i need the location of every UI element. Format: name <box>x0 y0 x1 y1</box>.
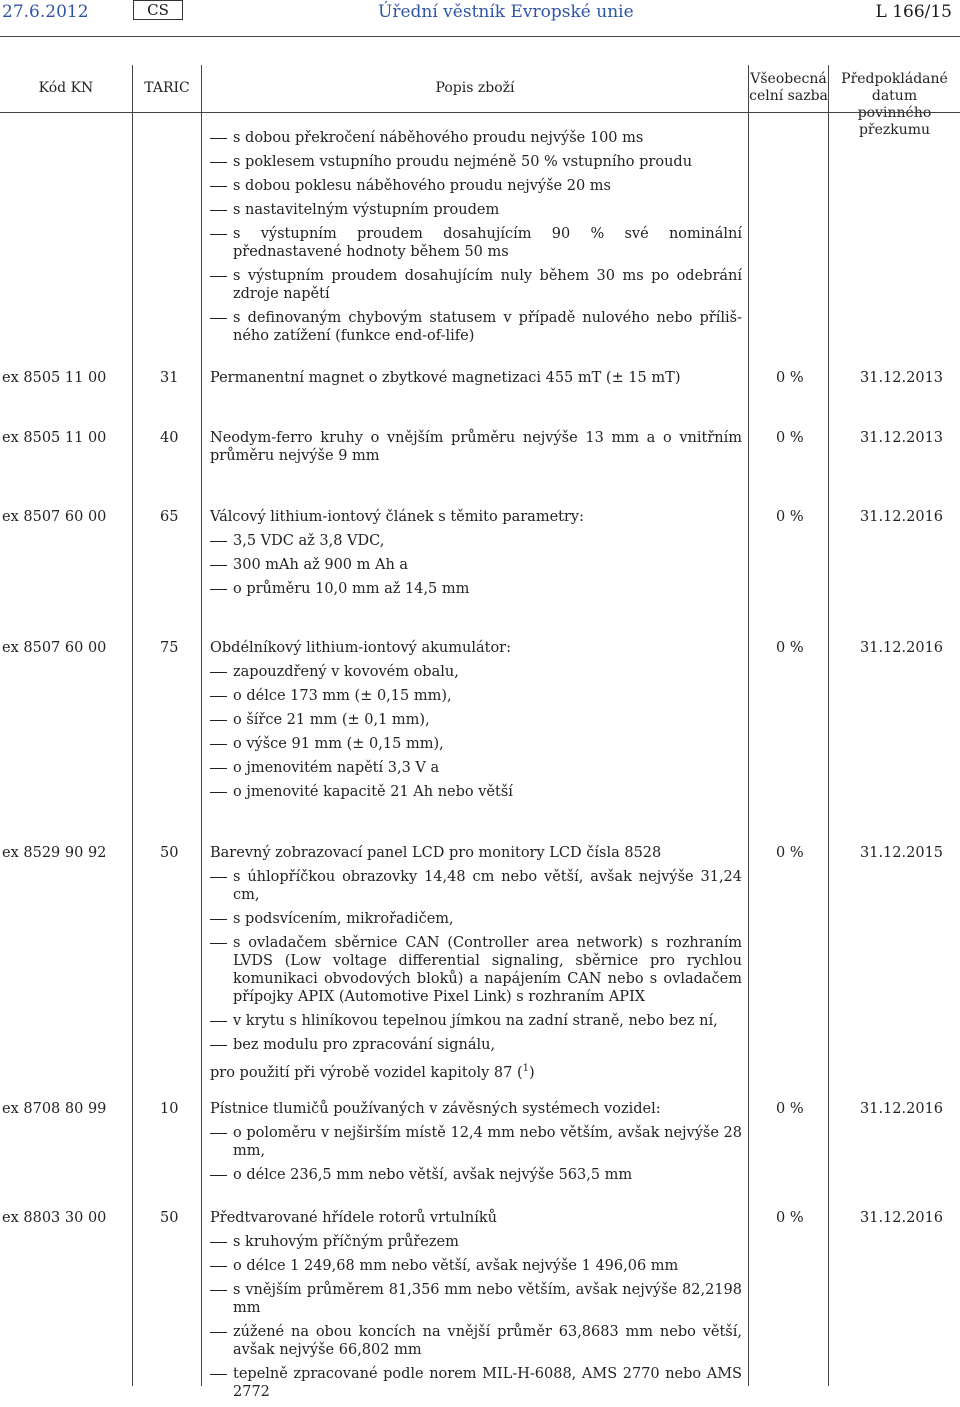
dash-marker <box>210 225 233 261</box>
cn-code: ex 8507 60 00 <box>2 640 107 656</box>
dash-marker <box>210 1323 233 1359</box>
dash-item-text: v krytu s hliníkovou tepelnou jímkou na zadní straně, nebo bez ní, <box>233 1013 718 1029</box>
dash-marker <box>210 1233 233 1251</box>
dash-item-text: 300 mAh až 900 m Ah a <box>233 557 409 573</box>
row-description <box>210 1100 742 1190</box>
dash-item <box>210 759 742 777</box>
cn-code: ex 8507 60 00 <box>2 509 107 525</box>
dash-item <box>210 1323 742 1359</box>
dash-item-text: s kruhovým příčným průřezem <box>233 1234 459 1250</box>
review-date: 31.12.2016 <box>860 1101 944 1117</box>
dash-item: s výstupním proudem dosahujícím nuly během 30 ms po odebrání zdroje napětí <box>210 267 742 303</box>
page-number: L 166/15 <box>875 2 952 22</box>
col-header-review-line1: Předpokládané datum <box>841 71 948 104</box>
duty-rate: 0 % <box>776 845 804 861</box>
duty-rate: 0 % <box>776 1210 804 1226</box>
dash-marker <box>210 711 233 729</box>
dash-marker <box>210 1166 233 1184</box>
dash-marker <box>210 309 233 345</box>
dash-item: s dobou překročení náběhového proudu nejvýše 100 ms <box>210 129 742 147</box>
taric-code: 50 <box>160 1210 179 1226</box>
dash-item <box>210 687 742 705</box>
dash-marker <box>210 556 233 574</box>
dash-marker <box>210 663 233 681</box>
continuation-description <box>210 129 742 351</box>
column-divider <box>201 65 202 1386</box>
dash-marker <box>210 783 233 801</box>
taric-code: 10 <box>160 1101 179 1117</box>
description-intro: Neodym-ferro kruhy o vnějším průměru nejvýše 13 mm a o vnitřním průměru nejvýše 9 mm <box>210 430 742 464</box>
review-date: 31.12.2016 <box>860 1210 944 1226</box>
column-divider <box>828 65 829 1386</box>
row-description <box>210 429 742 471</box>
description-intro: Barevný zobrazovací panel LCD pro monitory LCD čísla 8528 <box>210 845 662 861</box>
dash-item-text: 3,5 VDC až 3,8 VDC, <box>233 533 385 549</box>
dash-marker <box>210 201 233 219</box>
dash-item <box>210 910 742 928</box>
taric-code: 65 <box>160 509 179 525</box>
dash-marker <box>210 759 233 777</box>
cn-code: ex 8803 30 00 <box>2 1210 107 1226</box>
col-header-review-date <box>829 71 960 139</box>
dash-item-text: zapouzdřený v kovovém obalu, <box>233 664 459 680</box>
dash-marker <box>210 1012 233 1030</box>
journal-title: Úřední věstník Evropské unie <box>378 2 634 22</box>
dash-item <box>210 1036 742 1054</box>
col-header-taric: TARIC <box>144 80 190 96</box>
dash-item: s poklesem vstupního proudu nejméně 50 % vstupního proudu <box>210 153 742 171</box>
duty-rate: 0 % <box>776 509 804 525</box>
column-divider <box>132 65 133 1386</box>
dash-item: s dobou poklesu náběhového proudu nejvýše 20 ms <box>210 177 742 195</box>
description-intro: Pístnice tlumičů používaných v závěsných systémech vozidel: <box>210 1101 661 1117</box>
dash-marker <box>210 129 233 147</box>
dash-item-text: o výšce 91 mm (± 0,15 mm), <box>233 736 444 752</box>
dash-item <box>210 1365 742 1401</box>
dash-marker <box>210 153 233 171</box>
dash-marker <box>210 1257 233 1275</box>
dash-marker <box>210 1036 233 1054</box>
row-description <box>210 639 742 807</box>
dash-item-text: o jmenovitém napětí 3,3 V a <box>233 760 440 776</box>
duty-rate: 0 % <box>776 640 804 656</box>
review-date: 31.12.2016 <box>860 640 944 656</box>
taric-code: 50 <box>160 845 179 861</box>
dash-item <box>210 1281 742 1317</box>
dash-item <box>210 934 742 1006</box>
dash-marker <box>210 1281 233 1317</box>
col-header-duty-line2: celní sazba <box>749 88 828 104</box>
description-intro: Válcový lithium-iontový článek s těmito parametry: <box>210 509 584 525</box>
dash-item <box>210 1124 742 1160</box>
dash-item <box>210 532 742 550</box>
review-date: 31.12.2016 <box>860 509 944 525</box>
dash-marker <box>210 580 233 598</box>
dash-marker <box>210 177 233 195</box>
dash-item <box>210 735 742 753</box>
dash-item <box>210 1257 742 1275</box>
dash-marker <box>210 735 233 753</box>
dash-item-text: zúžené na obou koncích na vnější průměr 63,8683 mm nebo větší, avšak nejvýše 66,802 mm <box>233 1324 742 1358</box>
header-rule <box>0 36 960 37</box>
table-header-rule <box>0 112 960 113</box>
dash-item <box>210 783 742 801</box>
cn-code: ex 8708 80 99 <box>2 1101 107 1117</box>
col-header-review-line2: povinného přezkumu <box>857 105 932 138</box>
dash-item <box>210 1012 742 1030</box>
row-description <box>210 508 742 604</box>
dash-item <box>210 1166 742 1184</box>
dash-item: s definovaným chybovým statusem v případě nulového nebo přílišného zatížení (funkce end-of-life) <box>210 309 742 345</box>
dash-marker <box>210 1124 233 1160</box>
dash-item-text: o jmenovité kapacitě 21 Ah nebo větší <box>233 784 513 800</box>
column-divider <box>748 65 749 1386</box>
dash-item <box>210 868 742 904</box>
dash-item-text: o délce 1 249,68 mm nebo větší, avšak nejvýše 1 496,06 mm <box>233 1258 679 1274</box>
dash-item <box>210 663 742 681</box>
dash-marker <box>210 934 233 1006</box>
review-date: 31.12.2015 <box>860 845 944 861</box>
dash-marker <box>210 687 233 705</box>
dash-marker <box>210 910 233 928</box>
dash-item-text: o délce 236,5 mm nebo větší, avšak nejvýše 563,5 mm <box>233 1167 633 1183</box>
footer-text-end: ) <box>528 1064 535 1081</box>
taric-code: 75 <box>160 640 179 656</box>
dash-item <box>210 556 742 574</box>
description-intro: Permanentní magnet o zbytkové magnetizaci 455 mT (± 15 mT) <box>210 370 681 386</box>
review-date: 31.12.2013 <box>860 370 944 386</box>
footnote-ref[interactable]: 1 <box>522 1063 529 1074</box>
description-intro: Předtvarované hřídele rotorů vrtulníků <box>210 1210 497 1226</box>
row-description <box>210 844 742 1088</box>
duty-rate: 0 % <box>776 430 804 446</box>
col-header-cn: Kód KN <box>38 80 94 96</box>
dash-marker <box>210 532 233 550</box>
description-intro: Obdélníkový lithium-iontový akumulátor: <box>210 640 511 656</box>
dash-item-text: o délce 173 mm (± 0,15 mm), <box>233 688 452 704</box>
col-header-duty-line1: Všeobecná <box>750 71 827 87</box>
taric-code: 40 <box>160 430 179 446</box>
language-badge: CS <box>133 0 183 20</box>
cn-code: ex 8529 90 92 <box>2 845 107 861</box>
dash-item-text: s ovladačem sběrnice CAN (Controller area network) s rozhraním LVDS (Low voltage differential signaling, sběrnice pro rychlou komunikaci obvodových bloků) a napájením CAN nebo s ovladačem přípojky APIX (Automotive Pixel Link) s rozhraním APIX <box>233 935 742 1005</box>
dash-item <box>210 580 742 598</box>
col-header-description: Popis zboží <box>435 80 515 96</box>
footer-text: pro použití při výrobě vozidel kapitoly 87 ( <box>210 1064 523 1081</box>
row-description <box>210 1209 742 1407</box>
publication-date: 27.6.2012 <box>2 2 89 22</box>
page-header <box>0 0 960 36</box>
review-date: 31.12.2013 <box>860 430 944 446</box>
dash-item-text: bez modulu pro zpracování signálu, <box>233 1037 496 1053</box>
cn-code: ex 8505 11 00 <box>2 430 107 446</box>
col-header-duty <box>749 71 828 105</box>
dash-item-text: o poloměru v nejširším místě 12,4 mm nebo větším, avšak nejvýše 28 mm, <box>233 1125 742 1159</box>
dash-item: s výstupním proudem dosahujícím 90 % své nominální přednastavené hodnoty během 50 ms <box>210 225 742 261</box>
dash-item <box>210 1233 742 1251</box>
taric-code: 31 <box>160 370 179 386</box>
cn-code: ex 8505 11 00 <box>2 370 107 386</box>
dash-item-text: o průměru 10,0 mm až 14,5 mm <box>233 581 470 597</box>
dash-item <box>210 711 742 729</box>
dash-item-text: o šířce 21 mm (± 0,1 mm), <box>233 712 430 728</box>
dash-marker <box>210 267 233 303</box>
duty-rate: 0 % <box>776 370 804 386</box>
row-description <box>210 369 742 393</box>
dash-marker <box>210 868 233 904</box>
dash-item-text: s úhlopříčkou obrazovky 14,48 cm nebo větší, avšak nejvýše 31,24 cm, <box>233 869 742 903</box>
dash-item-text: tepelně zpracované podle norem MIL-H-6088, AMS 2770 nebo AMS 2772 <box>233 1366 742 1400</box>
description-footer <box>210 1060 742 1082</box>
dash-item-text: s podsvícením, mikrořadičem, <box>233 911 454 927</box>
dash-item-text: s vnějším průměrem 81,356 mm nebo větším, avšak nejvýše 82,2198 mm <box>233 1282 742 1316</box>
duty-rate: 0 % <box>776 1101 804 1117</box>
dash-item: s nastavitelným výstupním proudem <box>210 201 742 219</box>
dash-marker <box>210 1365 233 1401</box>
